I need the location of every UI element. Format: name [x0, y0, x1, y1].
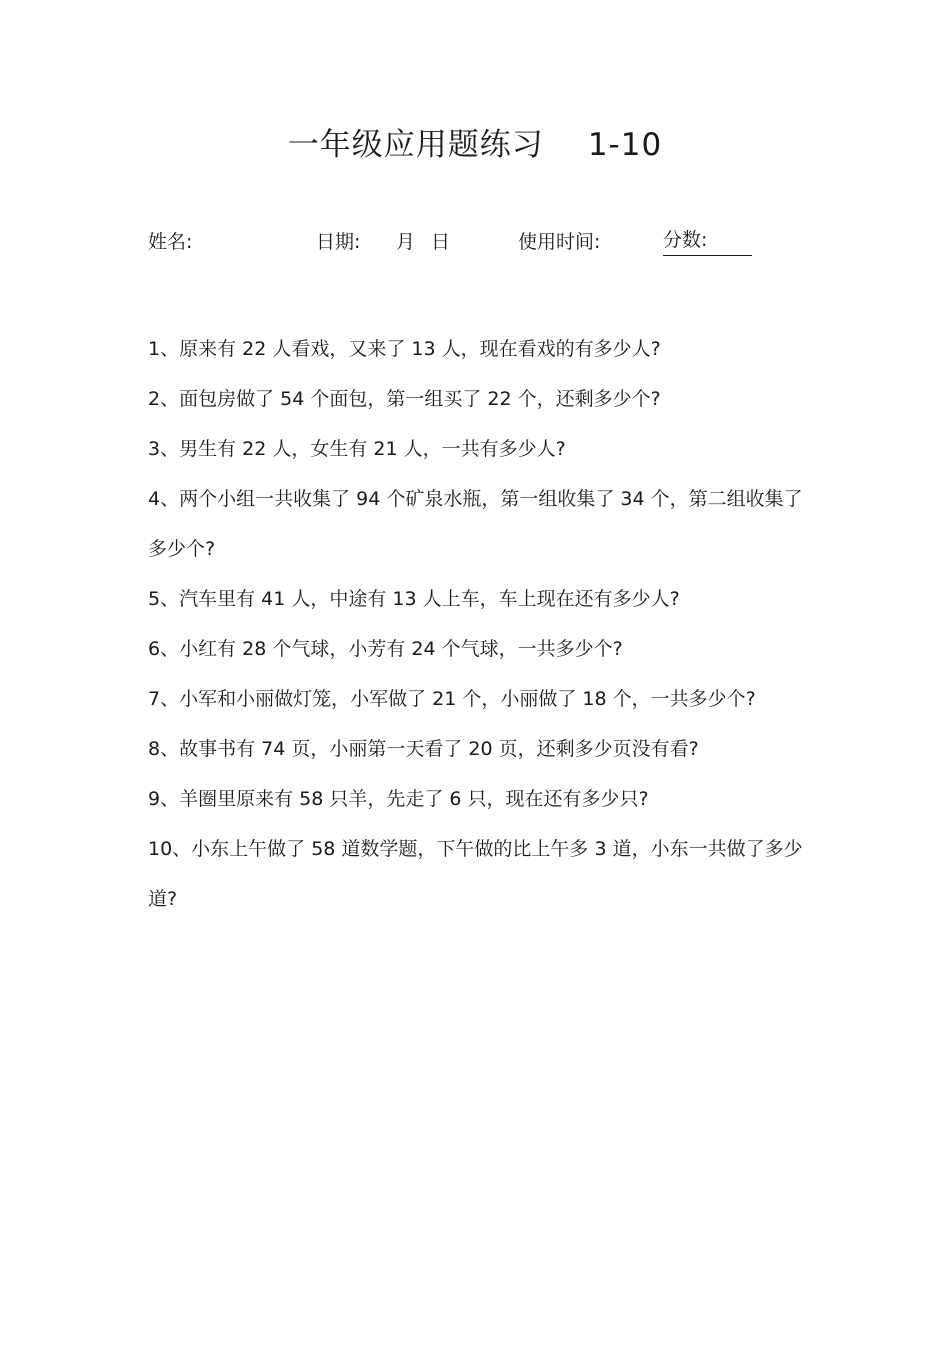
name-label: 姓名: — [148, 231, 193, 253]
question-item: 2、面包房做了 54 个面包，第一组买了 22 个，还剩多少个? — [148, 388, 661, 410]
day-label: 日 — [431, 231, 451, 253]
date-label: 日期: — [316, 231, 361, 253]
question-item: 1、原来有 22 人看戏，又来了 13 人，现在看戏的有多少人? — [148, 338, 661, 360]
time-used-label: 使用时间: — [518, 231, 601, 253]
score-label: 分数: — [663, 226, 752, 256]
question-item: 7、小军和小丽做灯笼，小军做了 21 个，小丽做了 18 个，一共多少个? — [148, 688, 756, 710]
student-info-row — [0, 226, 950, 260]
question-item: 3、男生有 22 人，女生有 21 人，一共有多少人? — [148, 438, 566, 460]
question-item: 6、小红有 28 个气球，小芳有 24 个气球，一共多少个? — [148, 638, 623, 660]
month-label: 月 — [396, 231, 416, 253]
question-item: 4、两个小组一共收集了 94 个矿泉水瓶，第一组收集了 34 个，第二组收集了多少个? — [148, 488, 803, 560]
page-title — [0, 122, 950, 168]
question-item: 10、小东上午做了 58 道数学题，下午做的比上午多 3 道，小东一共做了多少道? — [148, 838, 803, 910]
question-item: 9、羊圈里原来有 58 只羊，先走了 6 只，现在还有多少只? — [148, 788, 649, 810]
title-text: 一年级应用题练习 — [287, 127, 544, 163]
question-item: 5、汽车里有 41 人，中途有 13 人上车，车上现在还有多少人? — [148, 588, 680, 610]
title-range: 1-10 — [587, 127, 663, 163]
question-item: 8、故事书有 74 页，小丽第一天看了 20 页，还剩多少页没有看? — [148, 738, 699, 760]
question-list — [148, 324, 808, 924]
